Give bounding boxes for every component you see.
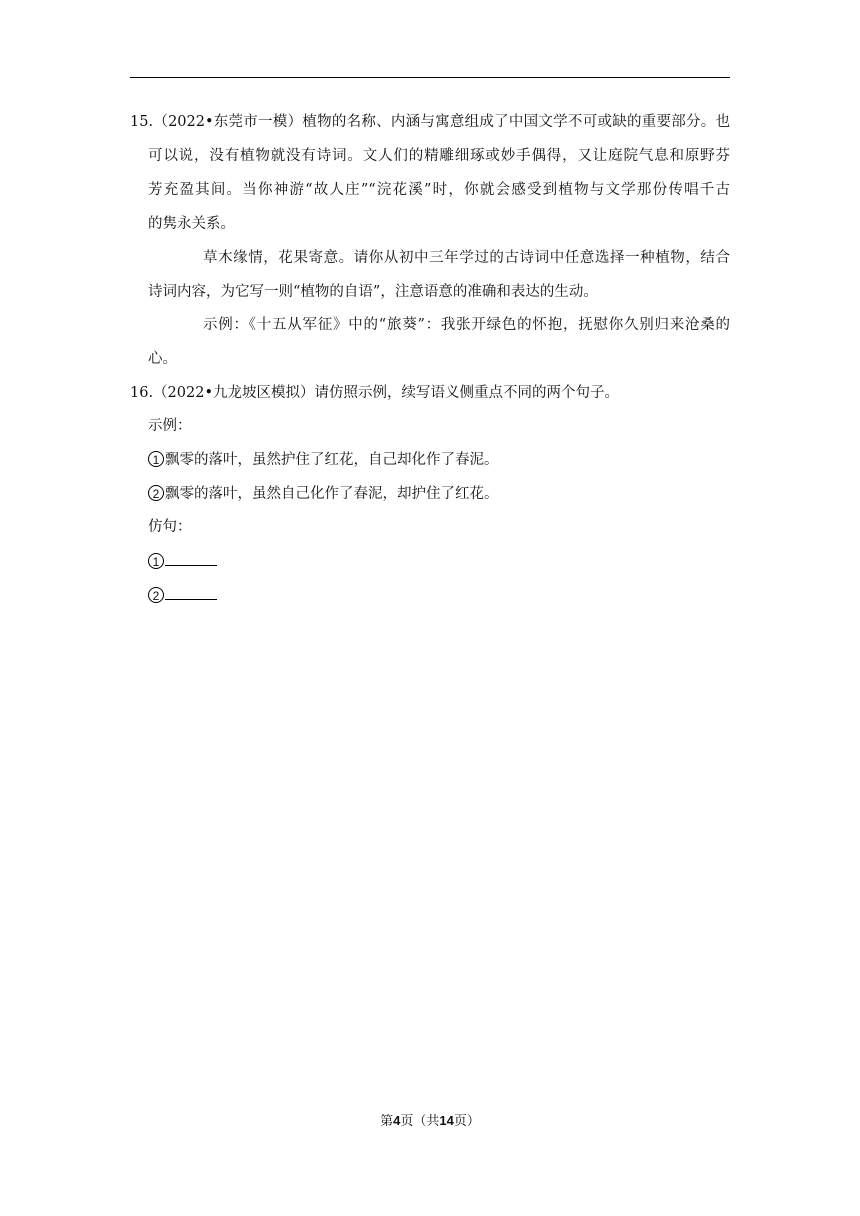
q15-line-3: 芳充盈其间。当你神游“故人庄”“浣花溪”时，你就会感受到植物与文学那份传唱千古 [148, 182, 730, 198]
header-rule [130, 77, 730, 78]
q16-answer-2 [148, 585, 217, 605]
q16-example-label: 示例： [148, 418, 192, 434]
q15-line-1: 15.（2022•东莞市一模）植物的名称、内涵与寓意组成了中国文学不可或缺的重要部分。也 [130, 114, 730, 130]
circled-number-1: 1 [148, 451, 164, 467]
q16-example-2: 2 飘零的落叶，虽然自己化作了春泥，却护住了红花。 [148, 484, 499, 504]
total-page-number: 14 [439, 1113, 454, 1128]
circled-number-2: 2 [148, 485, 164, 501]
circled-number-1: 1 [148, 553, 164, 569]
circled-number-2: 2 [148, 587, 164, 603]
q16-title: 16.（2022•九龙坡区模拟）请仿照示例，续写语义侧重点不同的两个句子。 [130, 385, 620, 401]
q15-line-2: 可以说，没有植物就没有诗词。文人们的精雕细琢或妙手偶得，又让庭院气息和原野芬 [148, 148, 730, 164]
q16-answer-1 [148, 551, 217, 571]
page-footer: 第4页（共14页） [380, 1113, 480, 1129]
q16-example-1: 1 飘零的落叶，虽然护住了红花，自己却化作了春泥。 [148, 450, 499, 470]
q15-line-7: 示例：《十五从军征》中的“旅葵”：我张开绿色的怀抱，抚慰你久别归来沧桑的 [203, 317, 730, 333]
answer-blank-1[interactable] [165, 551, 217, 566]
q15-line-8: 心。 [148, 351, 177, 367]
q15-line-5: 草木缘情，花果寄意。请你从初中三年学过的古诗词中任意选择一种植物，结合 [203, 250, 730, 266]
current-page-number: 4 [393, 1113, 401, 1128]
answer-blank-2[interactable] [165, 585, 217, 600]
q15-line-4: 的隽永关系。 [148, 216, 235, 232]
q16-imitate-label: 仿句： [148, 519, 192, 535]
q15-line-6: 诗词内容，为它写一则“植物的自语”，注意语意的准确和表达的生动。 [148, 284, 598, 300]
